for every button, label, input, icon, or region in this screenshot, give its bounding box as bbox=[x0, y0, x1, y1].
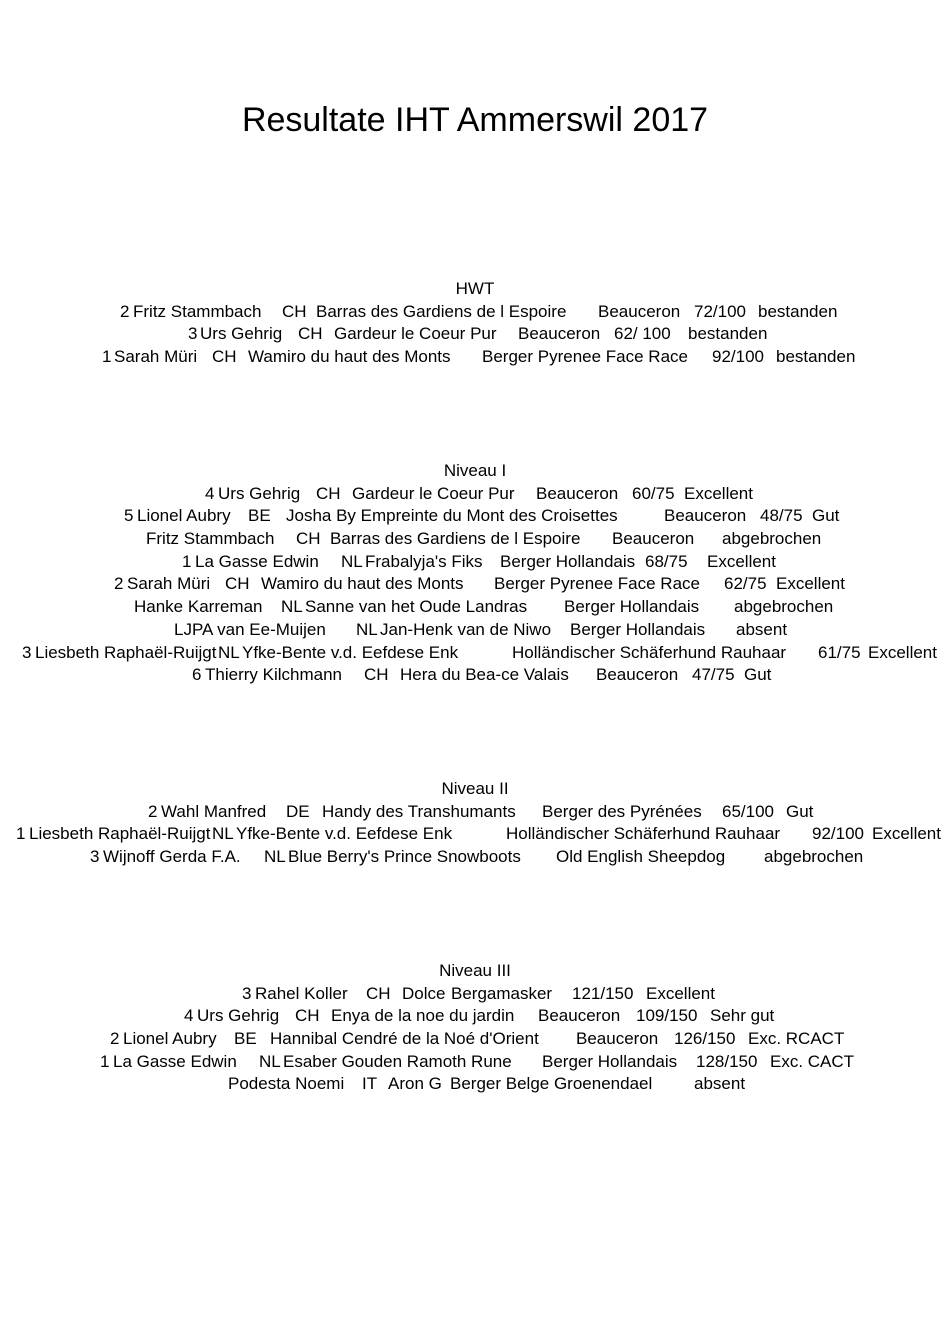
rank: 5 bbox=[124, 506, 134, 526]
dog-name: Gardeur le Coeur Pur bbox=[334, 324, 497, 344]
breed: Berger des Pyrénées bbox=[542, 801, 702, 821]
country: CH bbox=[364, 665, 389, 685]
breed: Berger Pyrenee Face Race bbox=[494, 574, 700, 594]
handler: Thierry Kilchmann bbox=[205, 665, 342, 685]
dog-name: Yfke-Bente v.d. Eefdese Enk bbox=[242, 642, 459, 662]
result: absent bbox=[694, 1074, 746, 1094]
result-row bbox=[0, 505, 950, 528]
result-row bbox=[0, 551, 950, 574]
result: Excellent bbox=[776, 574, 845, 594]
rank: 4 bbox=[184, 1006, 194, 1026]
dog-name: Hera du Bea-ce Valais bbox=[400, 665, 569, 685]
result: Excellent bbox=[872, 824, 941, 844]
result-row bbox=[0, 346, 950, 369]
handler: Hanke Karreman bbox=[134, 597, 263, 617]
handler: Wahl Manfred bbox=[161, 801, 267, 821]
dog-name: Blue Berry's Prince Snowboots bbox=[288, 847, 521, 867]
dog-name: Aron G bbox=[388, 1074, 442, 1094]
handler: La Gasse Edwin bbox=[113, 1051, 237, 1071]
handler: Lionel Aubry bbox=[137, 506, 231, 526]
dog-name: Handy des Transhumants bbox=[322, 801, 516, 821]
dog-name: Jan-Henk van de Niwo bbox=[380, 619, 552, 639]
handler: Liesbeth Raphaël-Ruijgt bbox=[35, 642, 217, 662]
result: Exc. CACT bbox=[770, 1051, 855, 1071]
result: Sehr gut bbox=[710, 1006, 775, 1026]
rank: 1 bbox=[100, 1051, 110, 1071]
section-heading: Niveau III bbox=[439, 961, 511, 980]
dog-name: Josha By Empreinte du Mont des Croisettes bbox=[286, 506, 618, 526]
result: Gut bbox=[786, 801, 814, 821]
country: CH bbox=[295, 1006, 320, 1026]
handler: Fritz Stammbach bbox=[146, 529, 275, 549]
breed: Berger Hollandais bbox=[500, 551, 636, 571]
score: 92/100 bbox=[712, 347, 764, 367]
handler: Rahel Koller bbox=[255, 983, 348, 1003]
score: 109/150 bbox=[636, 1006, 698, 1026]
country: NL bbox=[356, 619, 378, 639]
result-row bbox=[0, 823, 950, 846]
breed: Berger Hollandais bbox=[570, 619, 706, 639]
score: 128/150 bbox=[696, 1051, 758, 1071]
result: bestanden bbox=[776, 347, 856, 367]
section-heading: Niveau I bbox=[443, 461, 507, 480]
rank: 6 bbox=[192, 665, 202, 685]
result: Exc. RCACT bbox=[748, 1029, 845, 1049]
country: CH bbox=[225, 574, 250, 594]
result-row bbox=[0, 619, 950, 642]
dog-name: Frabalyja's Fiks bbox=[365, 551, 483, 571]
dog-name: Yfke-Bente v.d. Eefdese Enk bbox=[236, 824, 453, 844]
dog-name: Barras des Gardiens de l Espoire bbox=[330, 529, 581, 549]
rank: 4 bbox=[205, 483, 215, 503]
score: 60/75 bbox=[632, 483, 675, 503]
handler: Lionel Aubry bbox=[123, 1029, 217, 1049]
score: 126/150 bbox=[674, 1029, 736, 1049]
rank: 3 bbox=[242, 983, 252, 1003]
dog-name: Wamiro du haut des Monts bbox=[248, 347, 451, 367]
handler: Sarah Müri bbox=[114, 347, 198, 367]
score: 68/75 bbox=[645, 551, 688, 571]
breed: Beauceron bbox=[576, 1029, 659, 1049]
country: BE bbox=[234, 1029, 257, 1049]
country: NL bbox=[281, 597, 303, 617]
result-row bbox=[0, 801, 950, 824]
result-row bbox=[0, 1005, 950, 1028]
handler: Urs Gehrig bbox=[200, 324, 283, 344]
handler: Liesbeth Raphaël-Ruijgt bbox=[29, 824, 211, 844]
country: NL bbox=[264, 847, 286, 867]
breed: Beauceron bbox=[596, 665, 679, 685]
result: bestanden bbox=[758, 301, 838, 321]
country: NL bbox=[212, 824, 234, 844]
result-row bbox=[0, 1051, 950, 1074]
breed: Beauceron bbox=[538, 1006, 621, 1026]
handler: La Gasse Edwin bbox=[195, 551, 319, 571]
rank: 2 bbox=[148, 801, 158, 821]
dog-name: Hannibal Cendré de la Noé d'Orient bbox=[270, 1029, 539, 1049]
dog-name: Sanne van het Oude Landras bbox=[305, 597, 528, 617]
score: 121/150 bbox=[572, 983, 634, 1003]
result-row bbox=[0, 596, 950, 619]
country: BE bbox=[248, 506, 271, 526]
dog-name: Wamiro du haut des Monts bbox=[261, 574, 464, 594]
score: 48/75 bbox=[760, 506, 803, 526]
result-row bbox=[0, 664, 950, 687]
rank: 1 bbox=[102, 347, 112, 367]
section-heading: Niveau II bbox=[441, 779, 509, 798]
handler: Fritz Stammbach bbox=[133, 301, 262, 321]
country: CH bbox=[282, 301, 307, 321]
handler: LJPA van Ee-Muijen bbox=[174, 619, 326, 639]
breed: Beauceron bbox=[664, 506, 747, 526]
breed: Berger Hollandais bbox=[542, 1051, 678, 1071]
breed: Berger Belge Groenendael bbox=[450, 1074, 653, 1094]
score: 47/75 bbox=[692, 665, 735, 685]
score: 62/75 bbox=[724, 574, 767, 594]
rank: 3 bbox=[90, 847, 100, 867]
breed: Bergamasker bbox=[451, 983, 553, 1003]
breed: Beauceron bbox=[536, 483, 619, 503]
breed: Berger Pyrenee Face Race bbox=[482, 347, 688, 367]
dog-name: Gardeur le Coeur Pur bbox=[352, 483, 515, 503]
result-row bbox=[0, 573, 950, 596]
country: CH bbox=[366, 983, 391, 1003]
country: NL bbox=[341, 551, 363, 571]
rank: 1 bbox=[16, 824, 26, 844]
handler: Wijnoff Gerda F.A. bbox=[103, 847, 241, 867]
score: 65/100 bbox=[722, 801, 774, 821]
result: abgebrochen bbox=[722, 529, 822, 549]
section-hwt bbox=[0, 278, 950, 369]
page-title: Resultate IHT Ammerswil 2017 bbox=[241, 101, 709, 139]
breed: Holländischer Schäferhund Rauhaar bbox=[506, 824, 781, 844]
result: abgebrochen bbox=[764, 847, 864, 867]
result-row bbox=[0, 1073, 950, 1096]
breed: Holländischer Schäferhund Rauhaar bbox=[512, 642, 787, 662]
rank: 2 bbox=[114, 574, 124, 594]
result-row bbox=[0, 323, 950, 346]
result-row bbox=[0, 301, 950, 324]
country: CH bbox=[296, 529, 321, 549]
country: NL bbox=[218, 642, 240, 662]
country: IT bbox=[362, 1074, 378, 1094]
breed: Berger Hollandais bbox=[564, 597, 700, 617]
result-row bbox=[0, 483, 950, 506]
result: absent bbox=[736, 619, 788, 639]
result: Excellent bbox=[868, 642, 937, 662]
country: CH bbox=[316, 483, 341, 503]
breed: Beauceron bbox=[518, 324, 601, 344]
rank: 1 bbox=[182, 551, 192, 571]
score: 62/ 100 bbox=[614, 324, 671, 344]
dog-name: Enya de la noe du jardin bbox=[331, 1006, 515, 1026]
handler: Sarah Müri bbox=[127, 574, 211, 594]
result: Excellent bbox=[646, 983, 715, 1003]
handler: Urs Gehrig bbox=[218, 483, 301, 503]
result: Excellent bbox=[707, 551, 776, 571]
section-niveau-3 bbox=[0, 960, 950, 1096]
score: 72/100 bbox=[694, 301, 746, 321]
country: CH bbox=[298, 324, 323, 344]
rank: 3 bbox=[22, 642, 32, 662]
result: abgebrochen bbox=[734, 597, 834, 617]
score: 92/100 bbox=[812, 824, 864, 844]
dog-name: Esaber Gouden Ramoth Rune bbox=[283, 1051, 512, 1071]
country: NL bbox=[259, 1051, 281, 1071]
section-niveau-1 bbox=[0, 460, 950, 687]
rank: 2 bbox=[110, 1029, 120, 1049]
section-niveau-2 bbox=[0, 778, 950, 869]
breed: Beauceron bbox=[612, 529, 695, 549]
dog-name: Barras des Gardiens de l Espoire bbox=[316, 301, 567, 321]
dog-name: Dolce bbox=[402, 983, 446, 1003]
result-row bbox=[0, 846, 950, 869]
result: Excellent bbox=[684, 483, 753, 503]
section-heading: HWT bbox=[455, 279, 495, 298]
score: 61/75 bbox=[818, 642, 861, 662]
handler: Urs Gehrig bbox=[197, 1006, 280, 1026]
result: bestanden bbox=[688, 324, 768, 344]
result: Gut bbox=[812, 506, 840, 526]
result-row bbox=[0, 528, 950, 551]
result-row bbox=[0, 642, 950, 665]
country: DE bbox=[286, 801, 310, 821]
rank: 3 bbox=[188, 324, 198, 344]
country: CH bbox=[212, 347, 237, 367]
rank: 2 bbox=[120, 301, 130, 321]
result-row bbox=[0, 983, 950, 1006]
result: Gut bbox=[744, 665, 772, 685]
handler: Podesta Noemi bbox=[228, 1074, 345, 1094]
result-row bbox=[0, 1028, 950, 1051]
breed: Old English Sheepdog bbox=[556, 847, 726, 867]
breed: Beauceron bbox=[598, 301, 681, 321]
